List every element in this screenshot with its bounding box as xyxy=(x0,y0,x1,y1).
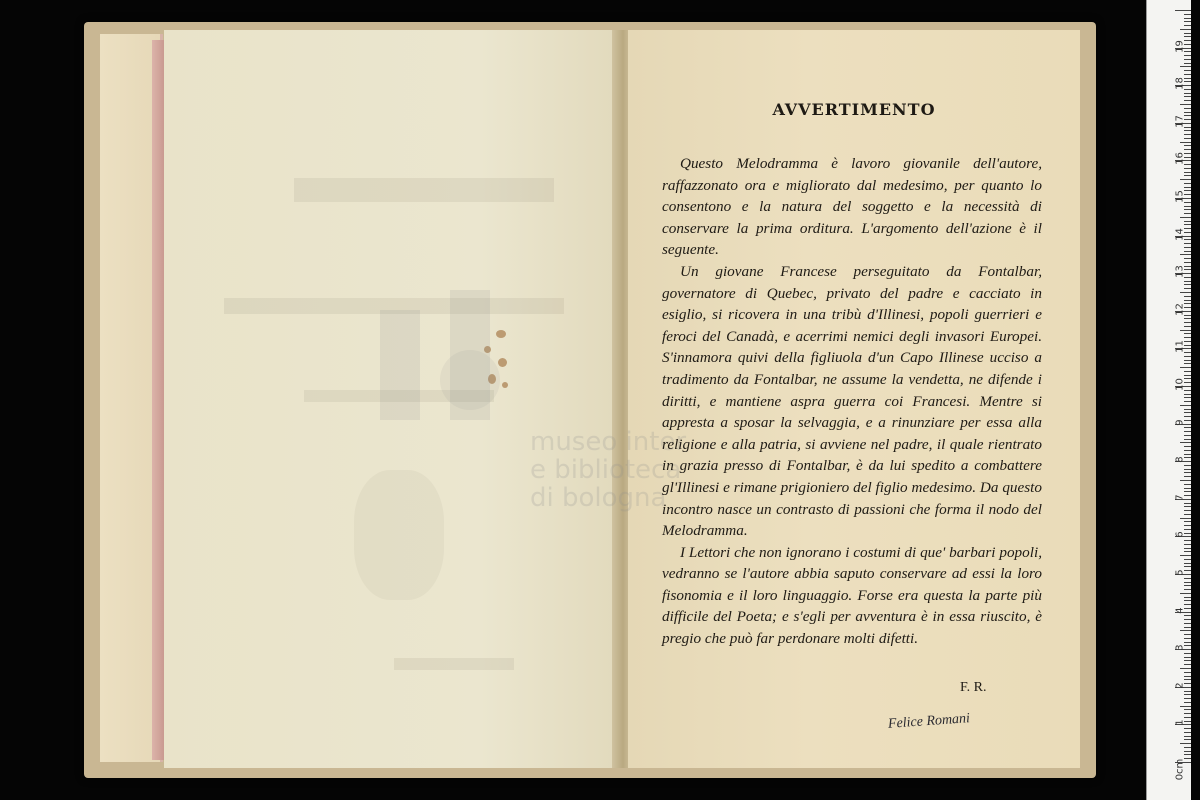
ruler-tick xyxy=(1184,134,1191,135)
paragraph: I Lettori che non ignorano i costumi di que' barbari popoli, vedranno se l'autore abbia saputo conservare ad essi la loro fisonomia e il loro linguaggio. Forse era questa la parte più difficile del Poeta; e s'egli per avventura è in essa riuscito, è pregio che può far perdonare molti difetti. xyxy=(662,543,1042,648)
ruler-tick xyxy=(1184,14,1191,15)
ruler-tick xyxy=(1184,21,1191,22)
ruler-tick-label: 3 xyxy=(1174,644,1186,651)
ruler-tick-label: 15 xyxy=(1174,190,1186,203)
ruler-tick xyxy=(1184,589,1191,590)
ruler-tick xyxy=(1184,206,1191,207)
ruler-tick xyxy=(1184,484,1191,485)
ruler-tick xyxy=(1184,360,1191,361)
watermark-line: museo inter xyxy=(530,427,687,457)
ruler-tick xyxy=(1184,363,1191,364)
ruler-tick xyxy=(1184,627,1191,628)
ruler-tick-label: 14 xyxy=(1174,227,1186,241)
ruler-tick xyxy=(1184,333,1191,334)
ruler-tick xyxy=(1184,70,1191,71)
ruler-tick xyxy=(1184,585,1191,586)
ruler-tick xyxy=(1184,138,1191,139)
ruler-tick xyxy=(1175,10,1191,11)
ruler-tick xyxy=(1184,446,1191,447)
ruler-tick-label: 6 xyxy=(1174,531,1186,539)
ruler-tick xyxy=(1184,672,1191,673)
ruler-tick xyxy=(1180,518,1191,519)
ruler-tick xyxy=(1184,168,1191,169)
ruler-tick xyxy=(1184,751,1191,752)
ruler-tick-label: 5 xyxy=(1174,569,1186,576)
handwritten-signature: Felice Romani xyxy=(887,711,971,732)
ruler-tick-label: 17 xyxy=(1174,114,1186,128)
ruler-tick xyxy=(1184,25,1191,26)
ruler-tick xyxy=(1184,660,1191,661)
ruler-tick xyxy=(1184,397,1191,398)
ruler-tick xyxy=(1184,698,1191,699)
ruler-tick xyxy=(1180,29,1191,30)
ruler-tick-label: 4 xyxy=(1174,606,1186,614)
ruler-tick xyxy=(1180,104,1191,105)
ruler-tick xyxy=(1184,322,1191,323)
ruler-tick-label: 19 xyxy=(1174,39,1186,53)
ruler-tick xyxy=(1180,593,1191,594)
ruler-tick xyxy=(1184,597,1191,598)
ruler-tick xyxy=(1180,179,1191,180)
measurement-ruler xyxy=(1146,0,1191,800)
ruler-tick-label: 12 xyxy=(1174,302,1186,316)
ruler-tick xyxy=(1180,743,1191,744)
ruler-tick xyxy=(1180,405,1191,406)
ruler-tick xyxy=(1180,292,1191,293)
ruler-tick-label: 10 xyxy=(1174,378,1186,391)
ruler-tick xyxy=(1184,657,1191,658)
ruler-tick-label: 1 xyxy=(1174,719,1186,727)
page-edge xyxy=(152,40,164,760)
bleed-through-line xyxy=(294,178,554,202)
ruler-tick xyxy=(1184,435,1191,436)
ruler-tick-label: 16 xyxy=(1174,152,1186,166)
ruler-tick xyxy=(1184,664,1191,665)
ruler-tick xyxy=(1184,510,1191,511)
ruler-tick xyxy=(1180,442,1191,443)
ruler-tick xyxy=(1184,521,1191,522)
ruler-tick xyxy=(1180,480,1191,481)
ruler-tick xyxy=(1184,18,1191,19)
ruler-tick xyxy=(1184,258,1191,259)
ruler-tick xyxy=(1180,330,1191,331)
ruler-tick xyxy=(1184,544,1191,545)
page-title: AVVERTIMENTO xyxy=(772,100,936,119)
ruler-tick xyxy=(1184,59,1191,60)
ruler-tick xyxy=(1184,732,1191,733)
ruler-tick xyxy=(1184,739,1191,740)
ruler-tick xyxy=(1184,288,1191,289)
watermark-line: di bologna xyxy=(530,483,667,513)
ruler-tick xyxy=(1184,183,1191,184)
ruler-tick xyxy=(1184,551,1191,552)
ruler-tick-label: 11 xyxy=(1174,340,1186,354)
ruler-tick xyxy=(1180,630,1191,631)
ruler-tick xyxy=(1184,96,1191,97)
ruler-tick-label: 9 xyxy=(1174,418,1186,426)
ruler-tick xyxy=(1184,754,1191,755)
ruler-tick xyxy=(1184,326,1191,327)
ruler-tick xyxy=(1184,175,1191,176)
ruler-tick-label: 8 xyxy=(1174,456,1186,463)
ruler-tick-label: 18 xyxy=(1174,77,1186,91)
ruler-tick xyxy=(1184,548,1191,549)
ruler-tick xyxy=(1184,281,1191,282)
library-watermark xyxy=(380,290,700,513)
ruler-tick xyxy=(1184,100,1191,101)
ruler-tick xyxy=(1184,356,1191,357)
bleed-through-line xyxy=(394,658,514,670)
ruler-unit-label: 0cm xyxy=(1174,758,1186,781)
ruler-tick xyxy=(1184,296,1191,297)
ruler-tick xyxy=(1184,409,1191,410)
ruler-tick xyxy=(1184,63,1191,64)
watermark-line: e biblioteca xyxy=(530,455,682,485)
ruler-tick xyxy=(1184,559,1191,560)
ruler-tick xyxy=(1184,582,1191,583)
ruler-tick xyxy=(1184,747,1191,748)
ruler-tick xyxy=(1184,108,1191,109)
ruler-tick xyxy=(1184,702,1191,703)
ruler-tick xyxy=(1180,217,1191,218)
ruler-tick xyxy=(1184,247,1191,248)
ruler-tick xyxy=(1184,33,1191,34)
ruler-tick xyxy=(1184,213,1191,214)
ruler-tick xyxy=(1184,284,1191,285)
ruler-tick-label: 13 xyxy=(1174,265,1186,279)
ruler-tick xyxy=(1180,142,1191,143)
paragraph: Questo Melodramma è lavoro giovanile dell'autore, raffazzonato ora e migliorato dal medesimo, per quanto lo consentono e la natura del soggetto e la necessità di conservare la prima orditura. L'argomento dell'azione è il seguente. xyxy=(662,155,1042,259)
ruler-tick xyxy=(1184,394,1191,395)
ruler-tick-label: 7 xyxy=(1174,494,1186,501)
ruler-tick xyxy=(1184,634,1191,635)
ruler-tick xyxy=(1180,367,1191,368)
ruler-tick xyxy=(1184,371,1191,372)
ruler-tick-label: 2 xyxy=(1174,682,1186,689)
ruler-tick xyxy=(1180,254,1191,255)
ruler-tick xyxy=(1184,709,1191,710)
ruler-tick xyxy=(1184,472,1191,473)
ruler-tick xyxy=(1184,476,1191,477)
ruler-tick xyxy=(1184,172,1191,173)
ruler-tick xyxy=(1184,401,1191,402)
ruler-tick xyxy=(1184,439,1191,440)
watermark-logo-icon xyxy=(380,290,500,440)
ruler-tick xyxy=(1184,736,1191,737)
ruler-tick xyxy=(1184,221,1191,222)
ruler-tick xyxy=(1184,145,1191,146)
ruler-tick xyxy=(1184,93,1191,94)
ruler-tick xyxy=(1180,555,1191,556)
ruler-tick xyxy=(1184,623,1191,624)
body-text xyxy=(662,153,1042,650)
author-initials: F. R. xyxy=(960,680,987,695)
paragraph: Un giovane Francese perseguitato da Fontalbar, governatore di Quebec, privato del padre e cacciato in esiglio, si ricovera in una tribù d'Illinesi, popoli guerrieri e feroci del Canadà, e acerrimi nemici degli invasori Europei. S'innamora quivi della figliuola d'un Capo Illinese ucciso a tradimento da Fontalbar, ne assume la vendetta, ne difende i diritti, e mantiene aspra guerra coi Francesi. Mentre si appresta a sposar la selvaggia, e a rinunziare per essa alla religione e alla patria, si avviene nel padre, il quale rientrato in grazia presso di Fontalbar, è da lui spedito a combattere gl'Illinesi e rimane prigioniero del figlio medesimo. Da questo incontro nasce un contrasto di passioni che forma il nodo del Melodramma. xyxy=(662,262,1042,540)
ruler-tick xyxy=(1180,668,1191,669)
ruler-tick xyxy=(1180,706,1191,707)
ruler-tick xyxy=(1184,514,1191,515)
ruler-tick xyxy=(1184,251,1191,252)
ruler-tick xyxy=(1180,66,1191,67)
ruler-tick xyxy=(1184,469,1191,470)
ruler-tick xyxy=(1184,209,1191,210)
